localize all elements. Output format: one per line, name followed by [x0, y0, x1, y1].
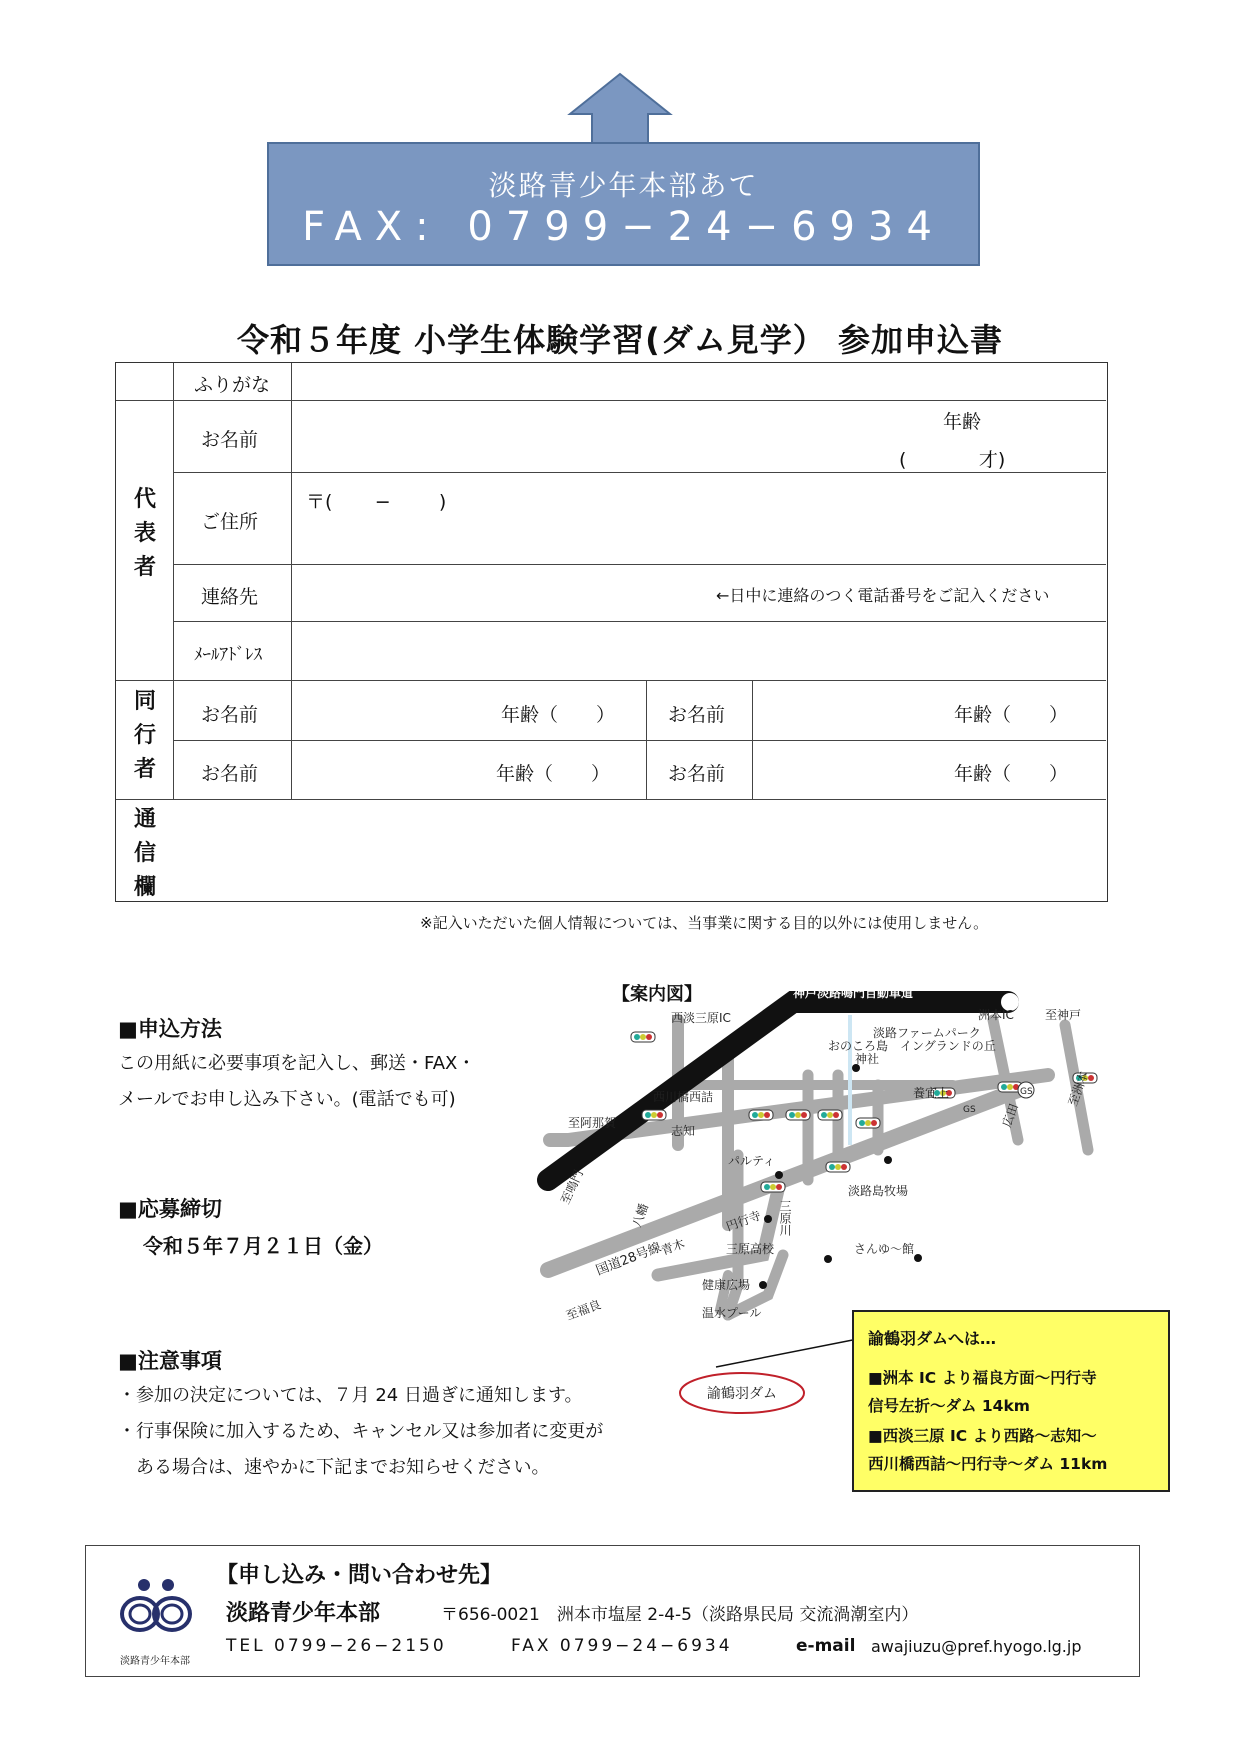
companion-4-age[interactable]: 年齢（ ） [954, 763, 1069, 785]
map-label-to-anaga: 至阿那賀 [568, 1116, 617, 1130]
contact-box [85, 1545, 1140, 1677]
companion-1-age[interactable]: 年齢（ ） [501, 704, 616, 726]
contact-heading: 【申し込み・問い合わせ先】 [216, 1563, 503, 1588]
map-label-kenko: 健康広場 [702, 1278, 751, 1292]
email-label: ﾒｰﾙｱﾄﾞﾚｽ [194, 645, 262, 665]
map-label-parutei: パルティ [728, 1154, 776, 1168]
map-label-shrine: 神社 [855, 1052, 880, 1066]
map-label-to-kobe: 至神戸 [1045, 1008, 1082, 1022]
notes-field[interactable] [174, 800, 1106, 902]
form-title: 令和５年度 小学生体験学習(ダム見学） 参加申込書 [237, 321, 1003, 359]
fax-banner [267, 142, 980, 266]
access-map [558, 975, 1128, 1365]
map-label-mihara-hs: 三原高校 [726, 1242, 775, 1256]
map-label-route28: 国道28号線 [594, 1240, 664, 1279]
map-label-sumoto-ic: 洲本IC [978, 1008, 1014, 1022]
map-label-shichi: 志知 [671, 1124, 696, 1138]
furigana-field[interactable] [292, 363, 1106, 400]
map-label-engyoji: 円行寺 [724, 1208, 763, 1234]
companion-1-name-label: お名前 [201, 704, 259, 726]
map-label-aoki: 青木 [659, 1236, 687, 1258]
map-label-hiroda: 広田 [999, 1101, 1022, 1130]
route-line-4: 西川橋西詰〜円行寺〜ダム 11km [868, 1455, 1108, 1473]
organization-logo [106, 1574, 206, 1654]
map-label-expressway: 神戸淡路鳴門自動車道 [793, 986, 914, 1000]
dam-label-ellipse [677, 1370, 807, 1418]
address-label: ご住所 [201, 511, 259, 533]
name-label: お名前 [201, 429, 259, 451]
map-label-gs-2: GS [963, 1105, 976, 1115]
email-field[interactable] [292, 622, 1106, 680]
logo-caption: 淡路青少年本部 [120, 1656, 190, 1667]
route-line-1: ■洲本 IC より福良方面〜円行寺 [868, 1369, 1097, 1387]
postal-code-field[interactable]: 〒( − ) [306, 491, 447, 513]
map-label-to-naruto: 至鳴門 [558, 1167, 586, 1207]
map-label-to-sumoto: 至洲本 [1065, 1069, 1092, 1109]
map-label-gs-1: GS [1020, 1087, 1033, 1097]
map-label-england-hill: イングランドの丘 [900, 1039, 996, 1053]
up-arrow-icon [568, 72, 672, 144]
map-label-sanyukan: さんゆ〜館 [854, 1242, 915, 1256]
fax-recipient: 淡路青少年本部あて [488, 169, 759, 202]
roads [548, 1020, 1088, 1315]
map-label-to-fukura: 至福良 [564, 1297, 603, 1323]
map-label-onsui: 温水プール [702, 1306, 762, 1320]
deadline-date: 令和５年７月２１日（金） [143, 1234, 383, 1258]
map-label-bokujo: 淡路島牧場 [848, 1184, 909, 1198]
route-box-title: 諭鶴羽ダムへは… [868, 1329, 997, 1348]
deadline-heading: ■応募締切 [118, 1197, 222, 1221]
companion-2-name-label: お名前 [668, 704, 726, 726]
contact-hint: ←日中に連絡のつく電話番号をご記入ください [716, 586, 1050, 605]
companion-3-age[interactable]: 年齢（ ） [496, 763, 611, 785]
map-label-mihara-river: 三原川 [778, 1200, 792, 1236]
organization-name: 淡路青少年本部 [226, 1601, 381, 1626]
map-label-dam: 諭鶴羽ダム [707, 1386, 777, 1402]
route-line-2: 信号左折〜ダム 14km [868, 1397, 1030, 1415]
method-text: この用紙に必要事項を記入し、郵送・FAX・ メールでお申し込み下さい。(電話でも可) [118, 1053, 476, 1110]
furigana-label: ふりがな [194, 374, 271, 396]
companions-section-label: 同 行 者 [133, 689, 156, 782]
route-line-3: ■西淡三原 IC より西路〜志知〜 [868, 1427, 1097, 1445]
route-box [852, 1310, 1170, 1492]
privacy-note: ※記入いただいた個人情報については、当事業に関する目的以外には使用しません。 [420, 914, 989, 932]
map-label-nishikawabashi: 西川橋西詰 [653, 1090, 714, 1104]
age-field[interactable]: ( 才) [899, 449, 1006, 471]
map-title: 【案内図】 [612, 984, 702, 1005]
fax-number-footer: FAX 0799−24−6934 [511, 1636, 733, 1656]
address-field[interactable] [292, 513, 1106, 563]
notes-section-label: 通 信 欄 [133, 807, 156, 900]
tel-number: TEL 0799−26−2150 [226, 1636, 447, 1656]
companion-4-name-label: お名前 [668, 763, 726, 785]
map-label-nishiawaji-ic: 西淡三原IC [671, 1011, 731, 1025]
companion-3-name-label: お名前 [201, 763, 259, 785]
map-label-onokoro: おのころ島 [828, 1039, 889, 1053]
companion-2-age[interactable]: 年齢（ ） [954, 704, 1069, 726]
method-heading: ■申込方法 [118, 1017, 222, 1041]
map-label-farm-park: 淡路ファームパーク [873, 1026, 981, 1040]
age-label: 年齢 [943, 411, 982, 433]
contact-label: 連絡先 [201, 586, 259, 608]
notes-heading: ■注意事項 [118, 1349, 222, 1373]
organization-address: 〒656-0021 洲本市塩屋 2-4-5（淡路県民局 交流渦潮室内） [441, 1605, 919, 1625]
application-form [115, 362, 1108, 902]
map-label-yogu: 養宜上 [913, 1086, 950, 1100]
fax-number: FAX: 0799−24−6934 [302, 204, 945, 250]
representative-section-label: 代 表 者 [133, 487, 156, 580]
notes-text: ・参加の決定については、７月 24 日過ぎに通知します。 ・行事保険に加入するため、キャンセル又は参加者に変更が ある場合は、速やかに下記までお知らせください。 [118, 1385, 604, 1478]
email-address[interactable]: awajiuzu@pref.hyogo.lg.jp [871, 1637, 1082, 1656]
email-label-footer: e-mail [796, 1636, 856, 1656]
map-label-hachiman: 八幡 [629, 1201, 652, 1230]
